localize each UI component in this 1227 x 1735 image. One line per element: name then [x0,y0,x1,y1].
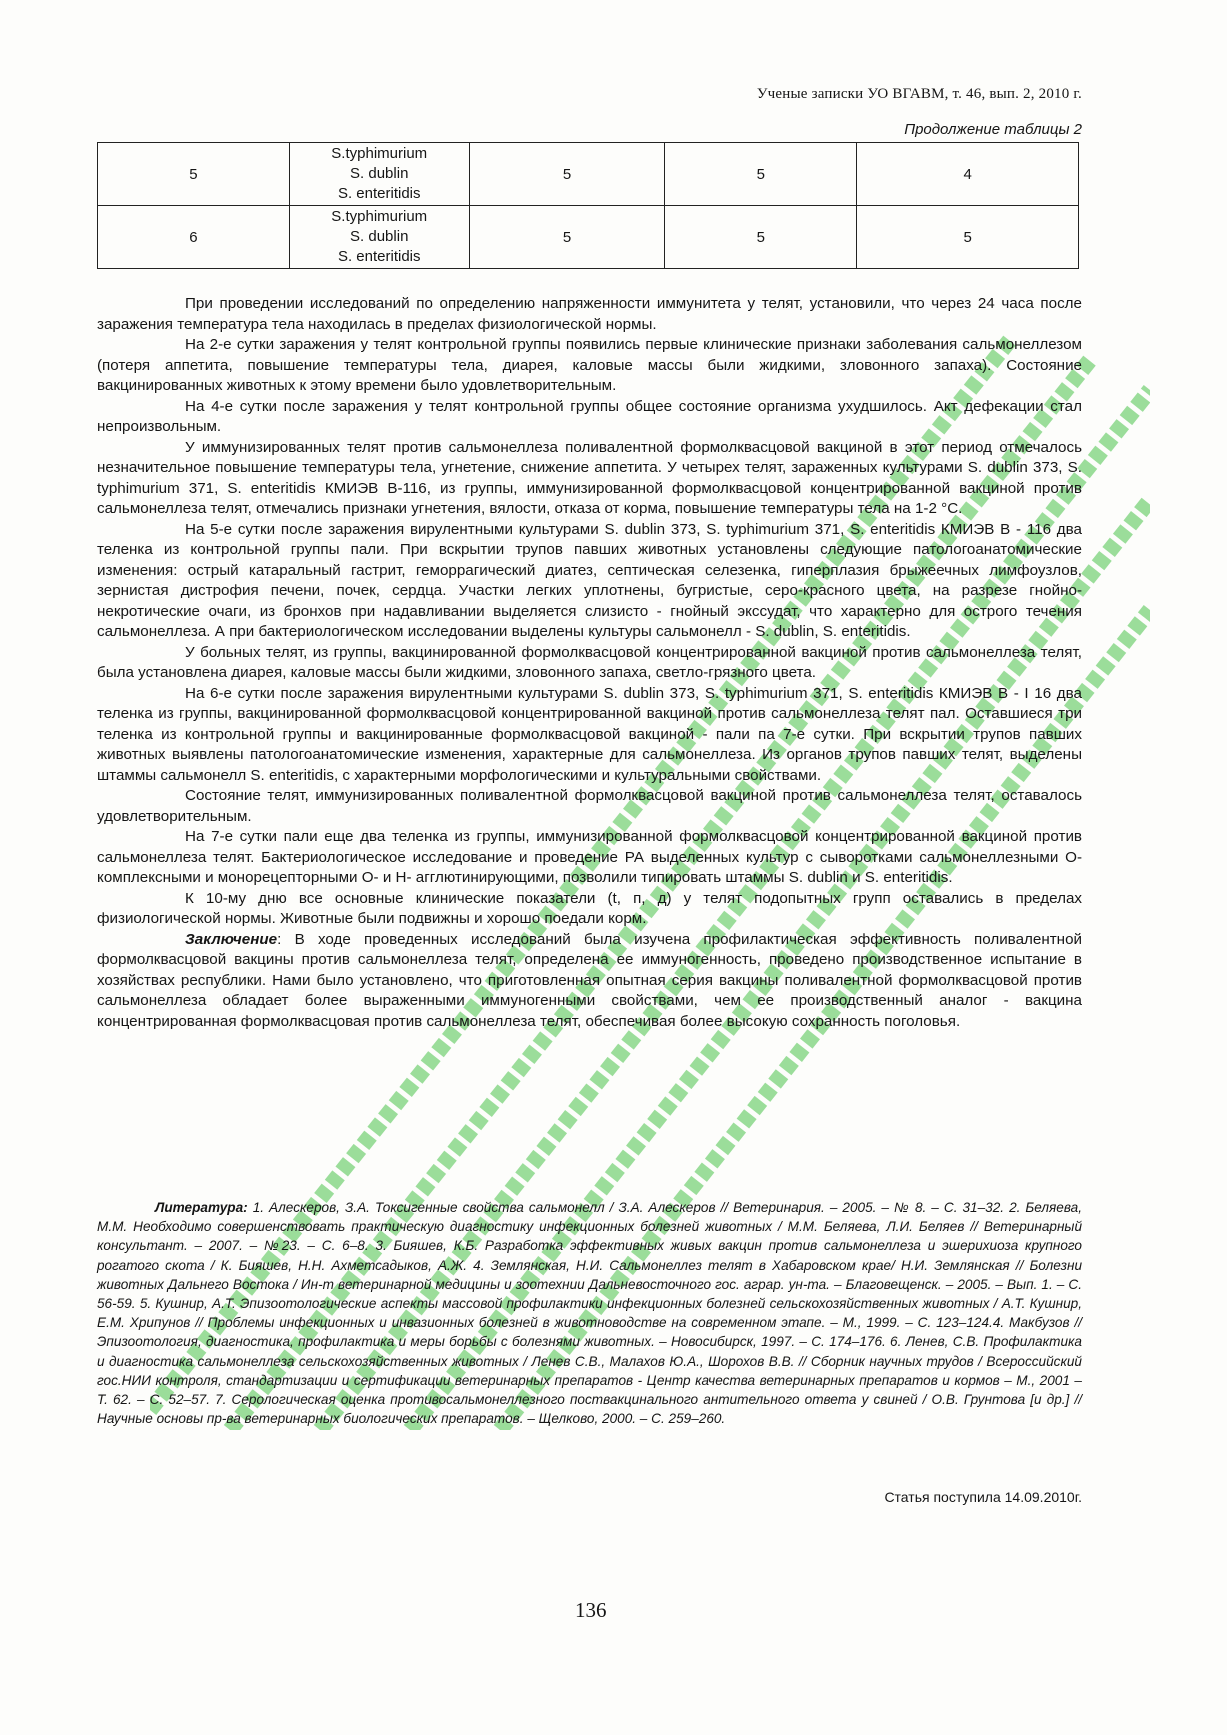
strain-name: S. dublin [350,165,409,182]
paragraph: На 2-е сутки заражения у телят контрольной группы появились первые клинические признаки заболевания сальмонеллезом (потеря аппетита, повышение температуры тела, диарея, каловые массы были жидкими, зловонного запаха). Состояние вакцинированных животных к этому времени было удовлетворительным. [97,336,1082,394]
strains-cell [289,206,469,269]
group-cell: 6 [98,206,290,269]
table-caption: Продолжение таблицы 2 [904,121,1082,138]
strain-name: S.typhimurium [331,208,428,225]
paragraph: К 10-му дню все основные клинические показатели (t, п, д) у телят подопытных групп оставались в пределах физиологической нормы. Животные были подвижны и хорошо поедали корм. [97,889,1082,927]
page-number: 136 [575,1598,607,1622]
strain-name: S. enteritidis [337,185,421,202]
references [97,1198,1082,1428]
conclusion-paragraph [97,930,1082,1033]
strain-name: S. dublin [350,228,409,245]
value-cell: 4 [857,143,1079,206]
strain-name: S.typhimurium [331,145,428,162]
paragraph: При проведении исследований по определению напряженности иммунитета у телят, установили, что через 24 часа после заражения температура тела находилась в пределах физиологической нормы. [97,295,1082,333]
paragraph: У иммунизированных телят против сальмонеллеза поливалентной формолквасцовой вакциной в этот период отмечалось незначительное повышение температуры тела, угнетение, снижение аппетита. У четырех телят, зараженных культурами S. dublin 373, S. typhimurium 371, S. enteritidis КМИЭВ В-116, из группы, иммунизированной формолквасцовой концентрированной вакциной против сальмонеллеза телят, отмечались признаки угнетения, вялости, отказа от корма, повышение температуры тела на 1-2 °С. [97,438,1082,517]
paragraph: На 4-е сутки после заражения у телят контрольной группы общее состояние организма ухудшилось. Акт дефекации стал непроизвольным. [97,397,1082,435]
results-table [97,142,1079,269]
value-cell: 5 [857,206,1079,269]
value-cell: 5 [469,206,665,269]
group-cell: 5 [98,143,290,206]
paragraph: На 6-е сутки после заражения вирулентными культурами S. dublin 373, S. typhimurium 371, S. enteritidis КМИЭВ В - I 16 два теленка из группы, вакцинированной формолквасцовой концентрированной вакциной против сальмонеллеза телят пал. Оставшиеся три теленка из контрольной группы и вакцинированные формолквасцовой вакциной - пали па 7-е сутки. При вскрытии трупов павших животных выявлены патологоанатомические изменения, характерные для сальмонеллеза. Из органов трупов павших телят, выделены штаммы сальмонелл S. enteritidis, с характерными морфологическими и культуральными свойствами. [97,684,1082,784]
article-body [97,294,1082,1032]
received-date: Статья поступила 14.09.2010г. [884,1489,1082,1505]
paragraph: У больных телят, из группы, вакцинированной формолквасцовой концентрированной вакциной против сальмонеллеза телят, была установлена диарея, каловые массы были жидкими, зловонного запаха, светло-грязного цвета. [97,643,1082,681]
strains-cell [289,143,469,206]
value-cell: 5 [665,143,857,206]
table-row [98,206,1079,269]
running-head: Ученые записки УО ВГАВМ, т. 46, вып. 2, 2010 г. [756,86,1082,102]
references-text: 1. Алескеров, З.А. Токсигенные свойства сальмонелл / З.А. Алескеров // Ветеринария. – 2005. – № 8. – С. 31–32. 2. Беляева, М.М. Необходимо совершенствовать практическую диагностику инфекционных болезней животных / М.М. Беляева, Л.И. Беляев // Ветеринарный консультант. – 2007. – №23. – С. 6–8. 3. Бияшев, К.Б. Разработка эффективных живых вакцин против сальмонеллеза и эшерихиоза крупного рогатого скота / К. Бияшев, Н.Н. Ахметсадыков, А.Ж. 4. Землянская, Н.И. Сальмонеллез телят в Хабаровском крае/ Н.И. Землянская // Болезни животных Дальнего Востока / Ин-т ветеринарной медицины и зоотехнии Дальневосточного гос. аграр. ун-та. – Благовещенск. – 2005. – Вып. 1. – С. 56-59. 5. Кушнир, А.Т. Эпизоотологические аспекты массовой профилактики инфекционных болезней сельскохозяйственных животных / А.Т. Кушнир, Е.М. Хрипунов // Проблемы инфекционных и инвазионных болезней в животноводстве на современном этапе. – М., 1999. – С. 123–124.4. Макбузов // Эпизоотология, диагностика, профилактика и меры борьбы с болезнями животных. – Новосибирск, 1997. – С. 174–176. 6. Ленев, С.В. Профилактика и диагностика сальмонеллеза сельскохозяйственных животных / Ленев С.В., Малахов Ю.А., Шорохов В.В. // Сборник научных трудов / Всероссийский гос.НИИ контроля, стандартизации и сертификации ветеринарных препаратов - Центр качества ветеринарных препаратов и кормов – М., 2001 – Т. 62. – С. 52–57. 7. Серологическая оценка противосальмонеллезного поствакцинального антительного ответа у свиней / О.В. Грунтова [и др.] // Научные основы пр-ва ветеринарных биологических препаратов. – Щелково, 2000. – С. 259–260. [97,1200,1082,1427]
value-cell: 5 [665,206,857,269]
paragraph: На 7-е сутки пали еще два теленка из группы, иммунизированной формолквасцовой концентрированной вакциной против сальмонеллеза телят. Бактериологическое исследование и проведение РА выделенных культур с сыворотками сальмонеллезными О-комплексными и монорецепторными О- и Н- агглютинирующими, позволили типировать штаммы S. dublin и S. enteritidis. [97,828,1082,886]
paragraph: На 5-е сутки после заражения вирулентными культурами S. dublin 373, S. typhimurium 371, S. enteritidis КМИЭВ В - 116 два теленка из контрольной группы пали. При вскрытии трупов павших животных установлены следующие патологоанатомические изменения: острый катаральный гастрит, геморрагический диатез, септическая селезенка, гиперплазия брыжеечных лимфоузлов, зернистая дистрофия печени, почек, сердца. Участки легких уплотнены, бугристые, серо-красного цвета, на разрезе гнойно-некротические очаги, из бронхов при надавливании выделяется слизисто - гнойный экссудат, что характерно для острого течения сальмонеллеза. А при бактериологическом исследовании выделены культуры сальмонелл - S. dublin, S. enteritidis. [97,520,1082,640]
conclusion-label: Заключение [185,930,278,948]
paragraph: Состояние телят, иммунизированных поливалентной формолквасцовой вакциной против сальмонеллеза телят, оставалось удовлетворительным. [97,787,1082,825]
references-label: Литература: [155,1200,248,1215]
table-row [98,143,1079,206]
strain-name: S. enteritidis [337,248,421,265]
conclusion-text: : В ходе проведенных исследований была изучена профилактическая эффективность поливалентной формолквасцовой вакцины против сальмонеллеза телят, определена ее иммуногенность, проведено производственное испытание в хозяйствах республики. Нами было установлено, что приготовленная опытная серия вакцины поливалентной формолквасцовой против сальмонеллеза обладает более выраженными иммуногенными свойствами, чем ее производственный аналог - вакцина концентрированная формолквасцовая против сальмонеллеза телят, обеспечивая более высокую сохранность поголовья. [97,930,1082,1030]
value-cell: 5 [469,143,665,206]
